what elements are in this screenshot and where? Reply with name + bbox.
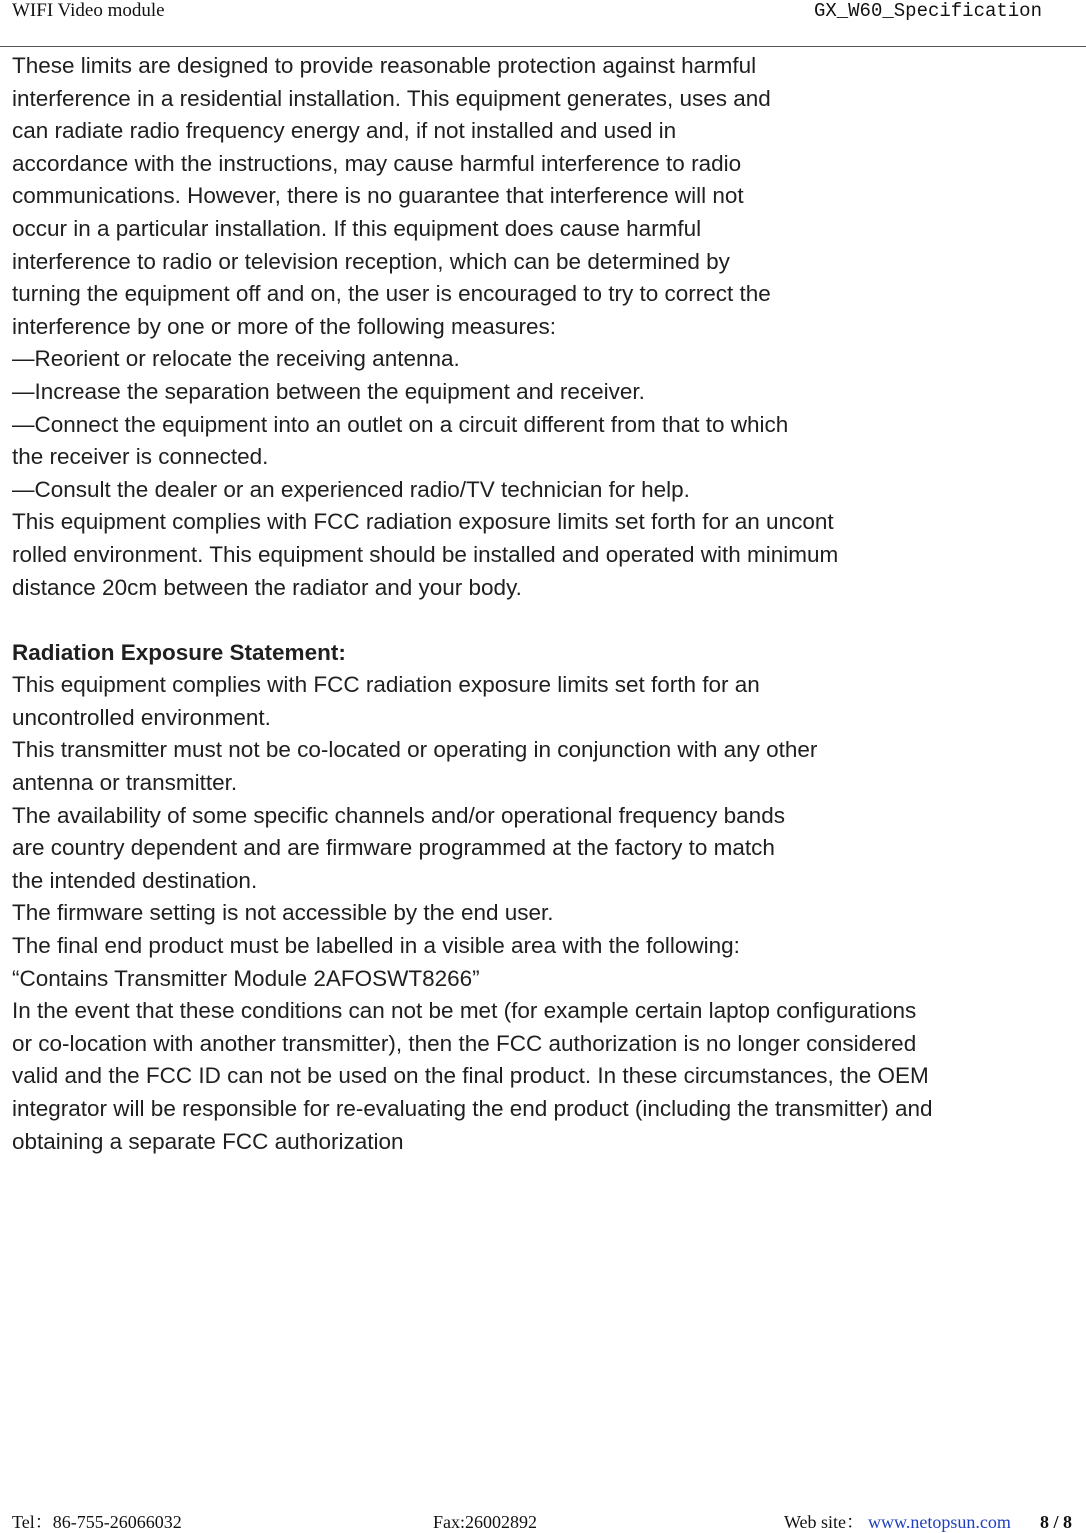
fcc-line: can radiate radio frequency energy and, if not installed and used in <box>12 118 677 144</box>
fcc-line: interference to radio or television reception, which can be determined by <box>12 248 730 274</box>
radiation-line: obtaining a separate FCC authorization <box>12 1128 404 1154</box>
radiation-line: This transmitter must not be co-located or operating in conjunction with any other <box>12 737 818 763</box>
radiation-line: The firmware setting is not accessible by the end user. <box>12 900 554 926</box>
measure-item: —Reorient or relocate the receiving antenna. <box>12 346 460 372</box>
header-divider <box>0 46 1086 47</box>
radiation-line: This equipment complies with FCC radiation exposure limits set forth for an <box>12 672 760 698</box>
measure-item: —Connect the equipment into an outlet on a circuit different from that to which <box>12 411 789 437</box>
paragraph-spacer <box>12 604 1078 637</box>
radiation-line: The final end product must be labelled in a visible area with the following: <box>12 933 740 959</box>
radiation-line: are country dependent and are firmware programmed at the factory to match <box>12 835 775 861</box>
fcc-line: These limits are designed to provide reasonable protection against harmful <box>12 53 757 78</box>
radiation-line: In the event that these conditions can not be met (for example certain laptop configurations <box>12 998 917 1024</box>
radiation-line: antenna or transmitter. <box>12 770 238 796</box>
radiation-line: the intended destination. <box>12 867 258 893</box>
fcc-line: This equipment complies with FCC radiation exposure limits set forth for an uncont <box>12 509 834 535</box>
measure-item: —Increase the separation between the equipment and receiver. <box>12 378 645 404</box>
header-doc-title: GX_W60_Specification <box>813 0 1042 22</box>
fcc-line: turning the equipment off and on, the user is encouraged to try to correct the <box>12 281 771 307</box>
fcc-line: distance 20cm between the radiator and your body. <box>12 574 522 600</box>
fcc-line: occur in a particular installation. If this equipment does cause harmful <box>12 215 702 241</box>
fcc-line: communications. However, there is no guarantee that interference will not <box>12 183 744 209</box>
footer-fax: Fax:26002892 <box>433 1512 538 1532</box>
footer-website-label: Web site： <box>784 1512 865 1532</box>
document-body <box>12 50 1078 1158</box>
page-number: 8 / 8 <box>1040 1512 1073 1532</box>
radiation-statement-heading: Radiation Exposure Statement: <box>12 639 346 665</box>
radiation-line: integrator will be responsible for re-evaluating the end product (including the transmitter) and <box>12 1096 933 1121</box>
footer-telephone: Tel：86-755-26066032 <box>12 1512 182 1532</box>
radiation-line: uncontrolled environment. <box>12 704 271 730</box>
fcc-line: rolled environment. This equipment should be installed and operated with minimum <box>12 541 839 567</box>
page-footer <box>0 1511 1086 1533</box>
radiation-line: The availability of some specific channels and/or operational frequency bands <box>12 802 785 828</box>
radiation-line: or co-location with another transmitter), then the FCC authorization is no longer considered <box>12 1030 917 1056</box>
measure-item: —Consult the dealer or an experienced radio/TV technician for help. <box>12 476 690 502</box>
module-label-text: “Contains Transmitter Module 2AFOSWT8266” <box>12 965 480 991</box>
measure-item: the receiver is connected. <box>12 444 269 470</box>
fcc-line: interference in a residential installation. This equipment generates, uses and <box>12 85 771 111</box>
footer-website-link[interactable]: www.netopsun.com <box>868 1512 1011 1532</box>
fcc-line: interference by one or more of the following measures: <box>12 313 557 339</box>
header-module-name: WIFI Video module <box>12 0 165 21</box>
fcc-line: accordance with the instructions, may cause harmful interference to radio <box>12 150 742 176</box>
radiation-line: valid and the FCC ID can not be used on the final product. In these circumstances, the OEM <box>12 1063 929 1089</box>
